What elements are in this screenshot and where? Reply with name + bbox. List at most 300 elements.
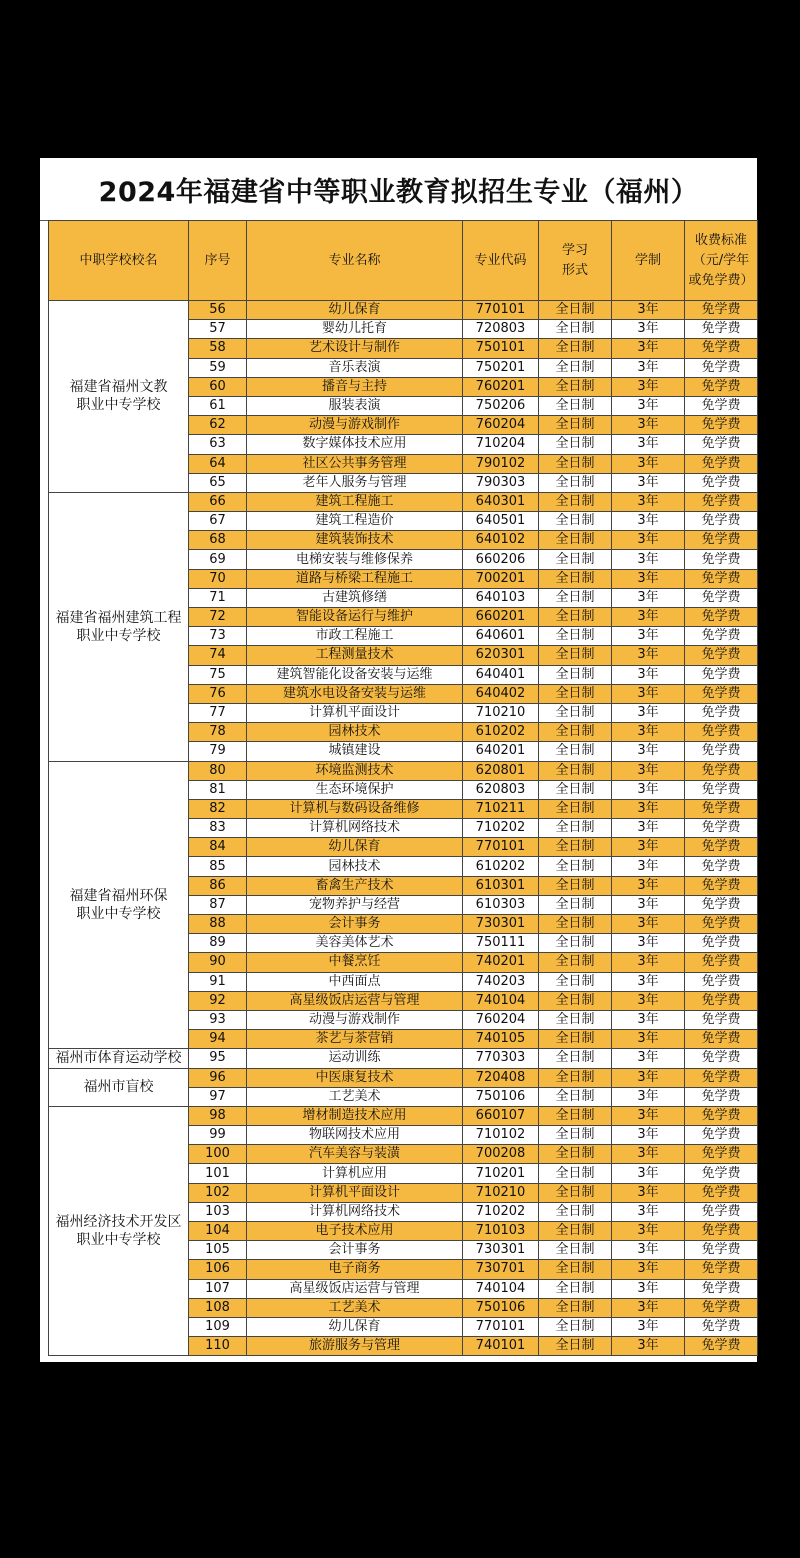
header-row [49, 221, 758, 301]
code-cell: 730301 [463, 1241, 539, 1260]
seq-cell: 75 [189, 665, 247, 684]
code-cell: 620301 [463, 646, 539, 665]
seq-cell: 73 [189, 627, 247, 646]
fee-cell: 免学费 [685, 684, 758, 703]
major-cell: 运动训练 [247, 1049, 463, 1068]
code-cell: 730701 [463, 1260, 539, 1279]
major-cell: 工程测量技术 [247, 646, 463, 665]
fee-cell: 免学费 [685, 531, 758, 550]
document-sheet [40, 158, 757, 1362]
seq-cell: 110 [189, 1337, 247, 1356]
code-cell: 750106 [463, 1087, 539, 1106]
fee-cell: 免学费 [685, 454, 758, 473]
major-cell: 计算机平面设计 [247, 703, 463, 722]
years-cell: 3年 [612, 608, 685, 627]
seq-cell: 100 [189, 1145, 247, 1164]
code-cell: 660206 [463, 550, 539, 569]
document-title: 2024年福建省中等职业教育拟招生专业（福州） [40, 158, 757, 221]
seq-cell: 98 [189, 1106, 247, 1125]
code-cell: 640301 [463, 492, 539, 511]
form-cell: 全日制 [539, 761, 612, 780]
table-row [49, 761, 758, 780]
fee-cell: 免学费 [685, 320, 758, 339]
fee-cell: 免学费 [685, 301, 758, 320]
years-cell: 3年 [612, 684, 685, 703]
major-cell: 高星级饭店运营与管理 [247, 1279, 463, 1298]
seq-cell: 68 [189, 531, 247, 550]
years-cell: 3年 [612, 799, 685, 818]
table-row [49, 492, 758, 511]
code-cell: 710103 [463, 1222, 539, 1241]
form-cell: 全日制 [539, 1049, 612, 1068]
table-row [49, 301, 758, 320]
fee-cell: 免学费 [685, 915, 758, 934]
form-cell: 全日制 [539, 1087, 612, 1106]
code-cell: 710202 [463, 819, 539, 838]
code-cell: 750201 [463, 358, 539, 377]
majors-table [48, 220, 758, 1356]
code-cell: 710201 [463, 1164, 539, 1183]
code-cell: 740105 [463, 1030, 539, 1049]
table-row [49, 1068, 758, 1087]
seq-cell: 80 [189, 761, 247, 780]
major-cell: 婴幼儿托育 [247, 320, 463, 339]
school-name-cell: 福建省福州文教 职业中专学校 [49, 301, 189, 493]
major-cell: 建筑智能化设备安装与运维 [247, 665, 463, 684]
fee-cell: 免学费 [685, 1145, 758, 1164]
fee-cell: 免学费 [685, 991, 758, 1010]
form-cell: 全日制 [539, 838, 612, 857]
years-cell: 3年 [612, 1222, 685, 1241]
major-cell: 动漫与游戏制作 [247, 1010, 463, 1029]
seq-cell: 69 [189, 550, 247, 569]
major-cell: 中西面点 [247, 972, 463, 991]
code-cell: 610202 [463, 857, 539, 876]
major-cell: 建筑工程施工 [247, 492, 463, 511]
seq-cell: 97 [189, 1087, 247, 1106]
major-cell: 动漫与游戏制作 [247, 416, 463, 435]
years-cell: 3年 [612, 838, 685, 857]
code-cell: 710102 [463, 1126, 539, 1145]
years-cell: 3年 [612, 550, 685, 569]
code-cell: 610303 [463, 895, 539, 914]
major-cell: 幼儿保育 [247, 301, 463, 320]
code-cell: 770101 [463, 1317, 539, 1336]
header-seq: 序号 [189, 221, 247, 301]
code-cell: 740101 [463, 1337, 539, 1356]
form-cell: 全日制 [539, 991, 612, 1010]
fee-cell: 免学费 [685, 1049, 758, 1068]
seq-cell: 58 [189, 339, 247, 358]
years-cell: 3年 [612, 723, 685, 742]
form-cell: 全日制 [539, 972, 612, 991]
major-cell: 道路与桥梁工程施工 [247, 569, 463, 588]
years-cell: 3年 [612, 819, 685, 838]
years-cell: 3年 [612, 665, 685, 684]
form-cell: 全日制 [539, 608, 612, 627]
code-cell: 790303 [463, 473, 539, 492]
seq-cell: 85 [189, 857, 247, 876]
code-cell: 640601 [463, 627, 539, 646]
fee-cell: 免学费 [685, 1298, 758, 1317]
fee-cell: 免学费 [685, 416, 758, 435]
form-cell: 全日制 [539, 416, 612, 435]
form-cell: 全日制 [539, 703, 612, 722]
fee-cell: 免学费 [685, 895, 758, 914]
seq-cell: 66 [189, 492, 247, 511]
code-cell: 750206 [463, 396, 539, 415]
form-cell: 全日制 [539, 377, 612, 396]
school-name-cell: 福州市盲校 [49, 1068, 189, 1106]
code-cell: 610202 [463, 723, 539, 742]
major-cell: 环境监测技术 [247, 761, 463, 780]
form-cell: 全日制 [539, 1298, 612, 1317]
seq-cell: 107 [189, 1279, 247, 1298]
code-cell: 720408 [463, 1068, 539, 1087]
years-cell: 3年 [612, 1337, 685, 1356]
code-cell: 610301 [463, 876, 539, 895]
major-cell: 计算机网络技术 [247, 819, 463, 838]
major-cell: 园林技术 [247, 857, 463, 876]
code-cell: 710211 [463, 799, 539, 818]
form-cell: 全日制 [539, 1260, 612, 1279]
code-cell: 710204 [463, 435, 539, 454]
major-cell: 社区公共事务管理 [247, 454, 463, 473]
major-cell: 幼儿保育 [247, 838, 463, 857]
form-cell: 全日制 [539, 454, 612, 473]
major-cell: 计算机平面设计 [247, 1183, 463, 1202]
major-cell: 计算机应用 [247, 1164, 463, 1183]
seq-cell: 72 [189, 608, 247, 627]
form-cell: 全日制 [539, 320, 612, 339]
seq-cell: 84 [189, 838, 247, 857]
years-cell: 3年 [612, 934, 685, 953]
form-cell: 全日制 [539, 473, 612, 492]
form-cell: 全日制 [539, 1164, 612, 1183]
seq-cell: 86 [189, 876, 247, 895]
fee-cell: 免学费 [685, 588, 758, 607]
code-cell: 660107 [463, 1106, 539, 1125]
years-cell: 3年 [612, 780, 685, 799]
seq-cell: 77 [189, 703, 247, 722]
seq-cell: 62 [189, 416, 247, 435]
years-cell: 3年 [612, 1087, 685, 1106]
fee-cell: 免学费 [685, 1106, 758, 1125]
major-cell: 园林技术 [247, 723, 463, 742]
years-cell: 3年 [612, 416, 685, 435]
major-cell: 建筑装饰技术 [247, 531, 463, 550]
years-cell: 3年 [612, 569, 685, 588]
school-name-cell: 福建省福州建筑工程 职业中专学校 [49, 492, 189, 761]
seq-cell: 95 [189, 1049, 247, 1068]
form-cell: 全日制 [539, 1202, 612, 1221]
fee-cell: 免学费 [685, 1164, 758, 1183]
code-cell: 760204 [463, 1010, 539, 1029]
fee-cell: 免学费 [685, 1087, 758, 1106]
code-cell: 730301 [463, 915, 539, 934]
major-cell: 增材制造技术应用 [247, 1106, 463, 1125]
form-cell: 全日制 [539, 396, 612, 415]
form-cell: 全日制 [539, 588, 612, 607]
form-cell: 全日制 [539, 857, 612, 876]
form-cell: 全日制 [539, 1068, 612, 1087]
years-cell: 3年 [612, 742, 685, 761]
form-cell: 全日制 [539, 435, 612, 454]
form-cell: 全日制 [539, 531, 612, 550]
school-name-cell: 福州经济技术开发区 职业中专学校 [49, 1106, 189, 1355]
code-cell: 750101 [463, 339, 539, 358]
years-cell: 3年 [612, 646, 685, 665]
code-cell: 660201 [463, 608, 539, 627]
code-cell: 640501 [463, 512, 539, 531]
fee-cell: 免学费 [685, 799, 758, 818]
major-cell: 幼儿保育 [247, 1317, 463, 1336]
major-cell: 电子商务 [247, 1260, 463, 1279]
form-cell: 全日制 [539, 301, 612, 320]
seq-cell: 74 [189, 646, 247, 665]
years-cell: 3年 [612, 972, 685, 991]
fee-cell: 免学费 [685, 723, 758, 742]
seq-cell: 56 [189, 301, 247, 320]
fee-cell: 免学费 [685, 627, 758, 646]
major-cell: 电子技术应用 [247, 1222, 463, 1241]
seq-cell: 94 [189, 1030, 247, 1049]
fee-cell: 免学费 [685, 761, 758, 780]
years-cell: 3年 [612, 1260, 685, 1279]
header-school: 中职学校校名 [49, 221, 189, 301]
code-cell: 640401 [463, 665, 539, 684]
seq-cell: 96 [189, 1068, 247, 1087]
major-cell: 生态环境保护 [247, 780, 463, 799]
years-cell: 3年 [612, 358, 685, 377]
seq-cell: 101 [189, 1164, 247, 1183]
major-cell: 播音与主持 [247, 377, 463, 396]
code-cell: 750106 [463, 1298, 539, 1317]
seq-cell: 64 [189, 454, 247, 473]
years-cell: 3年 [612, 377, 685, 396]
form-cell: 全日制 [539, 569, 612, 588]
header-fee: 收费标准 （元/学年 或免学费） [685, 221, 758, 301]
seq-cell: 82 [189, 799, 247, 818]
major-cell: 古建筑修缮 [247, 588, 463, 607]
seq-cell: 93 [189, 1010, 247, 1029]
major-cell: 工艺美术 [247, 1087, 463, 1106]
seq-cell: 89 [189, 934, 247, 953]
fee-cell: 免学费 [685, 492, 758, 511]
form-cell: 全日制 [539, 1222, 612, 1241]
fee-cell: 免学费 [685, 876, 758, 895]
fee-cell: 免学费 [685, 435, 758, 454]
school-name-cell: 福州市体育运动学校 [49, 1049, 189, 1068]
seq-cell: 65 [189, 473, 247, 492]
years-cell: 3年 [612, 1145, 685, 1164]
form-cell: 全日制 [539, 1241, 612, 1260]
fee-cell: 免学费 [685, 473, 758, 492]
fee-cell: 免学费 [685, 1317, 758, 1336]
major-cell: 城镇建设 [247, 742, 463, 761]
header-years: 学制 [612, 221, 685, 301]
form-cell: 全日制 [539, 1145, 612, 1164]
years-cell: 3年 [612, 320, 685, 339]
form-cell: 全日制 [539, 953, 612, 972]
years-cell: 3年 [612, 991, 685, 1010]
code-cell: 770303 [463, 1049, 539, 1068]
years-cell: 3年 [612, 1183, 685, 1202]
fee-cell: 免学费 [685, 972, 758, 991]
major-cell: 数字媒体技术应用 [247, 435, 463, 454]
major-cell: 高星级饭店运营与管理 [247, 991, 463, 1010]
fee-cell: 免学费 [685, 1068, 758, 1087]
years-cell: 3年 [612, 761, 685, 780]
fee-cell: 免学费 [685, 608, 758, 627]
header-major: 专业名称 [247, 221, 463, 301]
years-cell: 3年 [612, 1049, 685, 1068]
major-cell: 计算机与数码设备维修 [247, 799, 463, 818]
code-cell: 640201 [463, 742, 539, 761]
form-cell: 全日制 [539, 1126, 612, 1145]
seq-cell: 83 [189, 819, 247, 838]
seq-cell: 61 [189, 396, 247, 415]
seq-cell: 78 [189, 723, 247, 742]
code-cell: 760201 [463, 377, 539, 396]
years-cell: 3年 [612, 895, 685, 914]
code-cell: 750111 [463, 934, 539, 953]
form-cell: 全日制 [539, 1279, 612, 1298]
form-cell: 全日制 [539, 742, 612, 761]
major-cell: 老年人服务与管理 [247, 473, 463, 492]
years-cell: 3年 [612, 857, 685, 876]
code-cell: 710202 [463, 1202, 539, 1221]
code-cell: 710210 [463, 703, 539, 722]
years-cell: 3年 [612, 1298, 685, 1317]
major-cell: 中餐烹饪 [247, 953, 463, 972]
seq-cell: 81 [189, 780, 247, 799]
fee-cell: 免学费 [685, 377, 758, 396]
form-cell: 全日制 [539, 1010, 612, 1029]
code-cell: 740104 [463, 1279, 539, 1298]
fee-cell: 免学费 [685, 838, 758, 857]
seq-cell: 92 [189, 991, 247, 1010]
seq-cell: 79 [189, 742, 247, 761]
code-cell: 710210 [463, 1183, 539, 1202]
fee-cell: 免学费 [685, 1183, 758, 1202]
major-cell: 艺术设计与制作 [247, 339, 463, 358]
code-cell: 700208 [463, 1145, 539, 1164]
years-cell: 3年 [612, 1010, 685, 1029]
form-cell: 全日制 [539, 339, 612, 358]
form-cell: 全日制 [539, 550, 612, 569]
years-cell: 3年 [612, 1279, 685, 1298]
fee-cell: 免学费 [685, 1279, 758, 1298]
code-cell: 640103 [463, 588, 539, 607]
major-cell: 会计事务 [247, 1241, 463, 1260]
code-cell: 640402 [463, 684, 539, 703]
form-cell: 全日制 [539, 684, 612, 703]
years-cell: 3年 [612, 512, 685, 531]
fee-cell: 免学费 [685, 1010, 758, 1029]
code-cell: 740201 [463, 953, 539, 972]
fee-cell: 免学费 [685, 1337, 758, 1356]
years-cell: 3年 [612, 1241, 685, 1260]
code-cell: 720803 [463, 320, 539, 339]
seq-cell: 67 [189, 512, 247, 531]
form-cell: 全日制 [539, 358, 612, 377]
years-cell: 3年 [612, 339, 685, 358]
major-cell: 音乐表演 [247, 358, 463, 377]
major-cell: 茶艺与茶营销 [247, 1030, 463, 1049]
major-cell: 建筑水电设备安装与运维 [247, 684, 463, 703]
seq-cell: 60 [189, 377, 247, 396]
table-body [49, 301, 758, 1356]
form-cell: 全日制 [539, 512, 612, 531]
years-cell: 3年 [612, 1164, 685, 1183]
years-cell: 3年 [612, 876, 685, 895]
code-cell: 760204 [463, 416, 539, 435]
code-cell: 740203 [463, 972, 539, 991]
major-cell: 旅游服务与管理 [247, 1337, 463, 1356]
form-cell: 全日制 [539, 895, 612, 914]
fee-cell: 免学费 [685, 934, 758, 953]
major-cell: 市政工程施工 [247, 627, 463, 646]
fee-cell: 免学费 [685, 665, 758, 684]
fee-cell: 免学费 [685, 396, 758, 415]
form-cell: 全日制 [539, 876, 612, 895]
fee-cell: 免学费 [685, 358, 758, 377]
fee-cell: 免学费 [685, 819, 758, 838]
years-cell: 3年 [612, 473, 685, 492]
major-cell: 畜禽生产技术 [247, 876, 463, 895]
seq-cell: 103 [189, 1202, 247, 1221]
years-cell: 3年 [612, 396, 685, 415]
years-cell: 3年 [612, 454, 685, 473]
form-cell: 全日制 [539, 1183, 612, 1202]
fee-cell: 免学费 [685, 1260, 758, 1279]
fee-cell: 免学费 [685, 569, 758, 588]
years-cell: 3年 [612, 1030, 685, 1049]
seq-cell: 90 [189, 953, 247, 972]
form-cell: 全日制 [539, 646, 612, 665]
seq-cell: 88 [189, 915, 247, 934]
seq-cell: 76 [189, 684, 247, 703]
seq-cell: 57 [189, 320, 247, 339]
years-cell: 3年 [612, 588, 685, 607]
seq-cell: 102 [189, 1183, 247, 1202]
code-cell: 790102 [463, 454, 539, 473]
major-cell: 建筑工程造价 [247, 512, 463, 531]
major-cell: 汽车美容与装潢 [247, 1145, 463, 1164]
form-cell: 全日制 [539, 665, 612, 684]
years-cell: 3年 [612, 531, 685, 550]
form-cell: 全日制 [539, 627, 612, 646]
major-cell: 中医康复技术 [247, 1068, 463, 1087]
major-cell: 宠物养护与经营 [247, 895, 463, 914]
seq-cell: 108 [189, 1298, 247, 1317]
years-cell: 3年 [612, 435, 685, 454]
years-cell: 3年 [612, 1068, 685, 1087]
years-cell: 3年 [612, 1126, 685, 1145]
years-cell: 3年 [612, 1317, 685, 1336]
table-row [49, 1049, 758, 1068]
code-cell: 740104 [463, 991, 539, 1010]
fee-cell: 免学费 [685, 550, 758, 569]
major-cell: 会计事务 [247, 915, 463, 934]
fee-cell: 免学费 [685, 1126, 758, 1145]
code-cell: 640102 [463, 531, 539, 550]
form-cell: 全日制 [539, 780, 612, 799]
years-cell: 3年 [612, 1202, 685, 1221]
fee-cell: 免学费 [685, 780, 758, 799]
years-cell: 3年 [612, 492, 685, 511]
